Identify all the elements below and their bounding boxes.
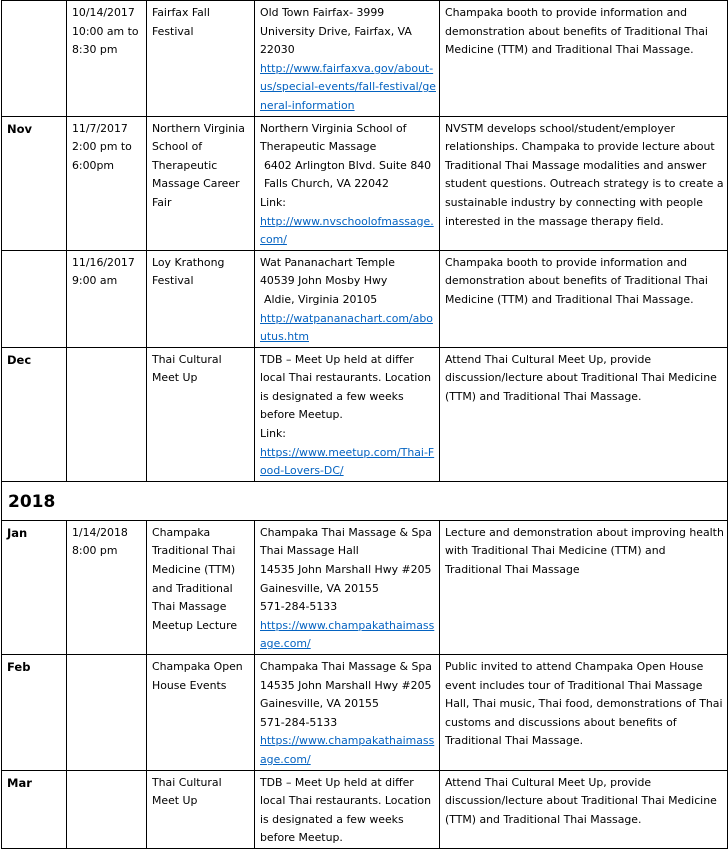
event-name-cell: Champaka Traditional Thai Medicine (TTM) and Traditional Thai Massage Meetup Lecture: [147, 520, 255, 654]
year-heading: 2018: [2, 481, 728, 520]
event-name-cell: Northern Virginia School of Therapeutic Massage Career Fair: [147, 116, 255, 250]
date-line: 9:00 am: [72, 274, 118, 288]
date-cell: [67, 250, 147, 347]
description-cell: Champaka booth to provide information and demonstration about benefits of Traditional Thai Medicine (TTM) and Traditional Thai Massage.: [440, 250, 728, 347]
location-line: Northern Virginia School of Therapeutic Massage: [260, 121, 407, 154]
website-link[interactable]: https://www.champakathaimassage.com/: [260, 734, 435, 766]
month-cell: [2, 250, 67, 347]
description-cell: Attend Thai Cultural Meet Up, provide discussion/lecture about Traditional Thai Medicine (TTM) and Traditional Thai Massage.: [440, 347, 728, 481]
month-cell: Mar: [2, 770, 67, 848]
location-line: Champaka Thai Massage & Spa: [260, 525, 432, 539]
link-label: Link:: [260, 195, 286, 209]
description-cell: Attend Thai Cultural Meet Up, provide discussion/lecture about Traditional Thai Medicine (TTM) and Traditional Thai Massage.: [440, 770, 728, 848]
website-link[interactable]: https://www.champakathaimassage.com/: [260, 618, 435, 651]
date-line: 2:00 pm to: [72, 140, 132, 154]
event-name-cell: Loy Krathong Festival: [147, 250, 255, 347]
table-row: [2, 250, 728, 347]
location-line: Thai Massage Hall: [260, 544, 359, 558]
location-line: 6402 Arlington Blvd. Suite 840: [264, 158, 432, 172]
table-row: [2, 520, 728, 654]
month-cell: Feb: [2, 655, 67, 771]
date-line: 8:00 pm: [72, 544, 118, 558]
location-cell: [255, 1, 440, 117]
event-name-cell: Thai Cultural Meet Up: [147, 770, 255, 848]
table-row: [2, 770, 728, 848]
location-cell: [255, 347, 440, 481]
date-cell: [67, 770, 147, 848]
date-line: 10:00 am to: [72, 24, 139, 38]
date-cell: [67, 1, 147, 117]
website-link[interactable]: http://watpananachart.com/aboutus.htm: [260, 311, 433, 344]
location-line: Aldie, Virginia 20105: [264, 292, 378, 306]
location-line: 14535 John Marshall Hwy #205: [260, 563, 432, 577]
description-cell: Lecture and demonstration about improving health with Traditional Thai Medicine (TTM) and Traditional Thai Massage: [440, 520, 728, 654]
table-row: [2, 347, 728, 481]
month-cell: Dec: [2, 347, 67, 481]
event-name-cell: Fairfax Fall Festival: [147, 1, 255, 117]
location-cell: [255, 520, 440, 654]
month-cell: [2, 1, 67, 117]
date-line: 10/14/2017: [72, 6, 135, 19]
events-schedule-table: [1, 0, 728, 849]
date-line: 11/16/2017: [72, 255, 135, 269]
schedule-2018-body: [2, 520, 728, 848]
schedule-2017-body: [2, 1, 728, 482]
location-line: TDB – Meet Up held at differ local Thai restaurants. Location is designated a few weeks before Meetup.: [260, 352, 431, 422]
website-link[interactable]: http://www.fairfaxva.gov/about-us/special-events/fall-festival/general-information: [260, 61, 436, 112]
date-cell: [67, 520, 147, 654]
event-name-cell: Champaka Open House Events: [147, 655, 255, 771]
year-heading-row: [2, 481, 728, 520]
description-cell: Champaka booth to provide information and demonstration about benefits of Traditional Thai Medicine (TTM) and Traditional Thai Massage.: [440, 1, 728, 117]
link-label: Link:: [260, 427, 286, 441]
date-line: 8:30 pm: [72, 43, 118, 57]
month-cell: Nov: [2, 116, 67, 250]
location-line: Wat Pananachart Temple: [260, 255, 395, 269]
location-cell: [255, 250, 440, 347]
location-line: 14535 John Marshall Hwy #205: [260, 678, 432, 692]
location-cell: [255, 770, 440, 848]
location-cell: [255, 655, 440, 771]
location-line: Falls Church, VA 22042: [264, 177, 389, 191]
date-cell: [67, 655, 147, 771]
location-line: Old Town Fairfax- 3999 University Drive, Fairfax, VA 22030: [260, 6, 412, 57]
location-line: Champaka Thai Massage & Spa: [260, 660, 432, 673]
website-link[interactable]: http://www.nvschoolofmassage.com/: [260, 214, 434, 247]
location-line: 571-284-5133: [260, 600, 338, 614]
description-cell: NVSTM develops school/student/employer relationships. Champaka to provide lecture about Traditional Thai Massage modalities and answer student questions. Outreach strategy is to create a sustainable industry by connecting with people interested in the massage therapy field.: [440, 116, 728, 250]
date-line: 1/14/2018: [72, 525, 128, 539]
date-cell: [67, 116, 147, 250]
location-line: Gainesville, VA 20155: [260, 697, 379, 711]
month-cell: Jan: [2, 520, 67, 654]
year-heading-section: [2, 481, 728, 520]
location-cell: [255, 116, 440, 250]
description-cell: Public invited to attend Champaka Open House event includes tour of Traditional Thai Massage Hall, Thai music, Thai food, demonstrations of Thai customs and discussions about benefits of Traditional Thai Massage.: [440, 655, 728, 771]
table-row: [2, 655, 728, 771]
location-line: TDB – Meet Up held at differ local Thai restaurants. Location is designated a few weeks before Meetup.: [260, 775, 431, 845]
table-row: [2, 1, 728, 117]
date-line: 6:00pm: [72, 158, 114, 172]
date-line: 11/7/2017: [72, 121, 128, 135]
date-cell: [67, 347, 147, 481]
website-link[interactable]: https://www.meetup.com/Thai-Food-Lovers-DC/: [260, 445, 435, 478]
location-line: 40539 John Mosby Hwy: [260, 274, 388, 288]
event-name-cell: Thai Cultural Meet Up: [147, 347, 255, 481]
location-line: 571-284-5133: [260, 715, 338, 729]
location-line: Gainesville, VA 20155: [260, 581, 379, 595]
table-row: [2, 116, 728, 250]
